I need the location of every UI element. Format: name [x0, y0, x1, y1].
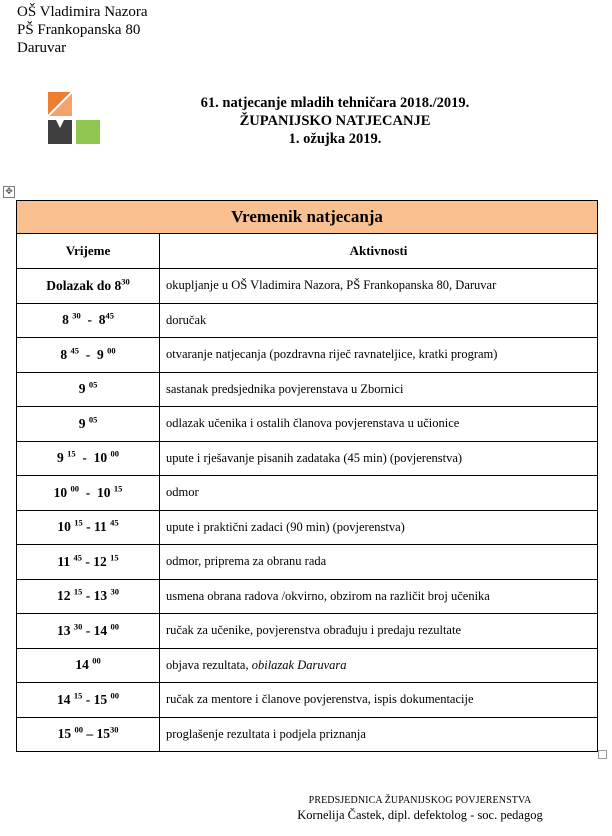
activity-cell	[160, 269, 598, 304]
time-separator: -	[75, 450, 94, 466]
activity-cell	[160, 476, 598, 511]
activity-cell	[160, 717, 598, 752]
start-hour: 11	[57, 553, 74, 569]
start-minutes: 15	[74, 517, 83, 528]
column-header-activity: Aktivnosti	[160, 234, 598, 269]
start-hour: 15	[57, 726, 75, 742]
activity-cell	[160, 407, 598, 442]
signature-name: Kornelija Častek, dipl. defektolog - soc. pedagog	[297, 808, 543, 822]
time-separator: -	[82, 519, 94, 535]
end-minutes: 00	[110, 448, 119, 459]
activity-cell	[160, 372, 598, 407]
table-row	[17, 441, 598, 476]
start-hour: 9	[57, 450, 68, 466]
table-row	[17, 648, 598, 683]
start-hour: 9	[78, 415, 89, 431]
table-move-handle-icon[interactable]: ✥	[3, 186, 15, 198]
end-hour: 12	[93, 553, 111, 569]
time-cell	[17, 441, 160, 476]
end-minutes: 00	[107, 345, 116, 356]
time-separator: -	[82, 588, 94, 604]
document-heading	[130, 94, 540, 148]
end-minutes: 15	[113, 483, 123, 494]
activity-cell	[160, 579, 598, 614]
table-row	[17, 338, 598, 373]
table-row	[17, 303, 598, 338]
time-cell	[17, 614, 160, 649]
start-minutes: 30	[73, 621, 83, 632]
start-minutes: 45	[73, 552, 82, 563]
time-cell	[17, 717, 160, 752]
competition-date: 1. ožujka 2019.	[288, 131, 382, 147]
start-minutes: 15	[67, 448, 76, 459]
start-hour: 12	[57, 588, 74, 604]
end-minutes: 00	[110, 690, 119, 701]
time-cell	[17, 476, 160, 511]
end-minutes: 30	[109, 724, 119, 735]
time-separator: -	[79, 346, 97, 362]
activity-cell	[160, 338, 598, 373]
table-title: Vremenik natjecanja	[17, 201, 598, 234]
activity-cell	[160, 441, 598, 476]
activity-text: objava rezultata,	[166, 657, 252, 672]
start-hour: 9	[78, 381, 89, 397]
table-row	[17, 269, 598, 304]
time-cell	[17, 648, 160, 683]
start-minutes: 05	[88, 414, 98, 425]
end-hour: 8	[98, 312, 106, 328]
activity-text: odmor	[166, 485, 199, 500]
activity-text: ručak za mentore i članove povjerenstva, ispis dokumentacije	[166, 692, 474, 707]
end-hour: 10	[97, 484, 114, 500]
start-minutes: 30	[121, 276, 130, 287]
time-cell	[17, 683, 160, 718]
start-hour: 8	[62, 312, 73, 328]
start-hour: 13	[57, 622, 74, 638]
activity-text: upute i praktični zadaci (90 min) (povjerenstva)	[166, 519, 405, 534]
table-row	[17, 545, 598, 580]
activity-text: proglašenje rezultata i podjela priznanja	[166, 726, 366, 741]
end-minutes: 00	[110, 621, 119, 632]
start-hour: 10	[57, 519, 75, 535]
time-cell	[17, 372, 160, 407]
column-header-time: Vrijeme	[17, 234, 160, 269]
activity-cell	[160, 683, 598, 718]
activity-cell	[160, 545, 598, 580]
start-minutes: 00	[74, 724, 83, 735]
activity-text: otvaranje natjecanja (pozdravna riječ ravnateljice, kratki program)	[166, 347, 498, 362]
end-minutes: 30	[110, 586, 119, 597]
activity-cell	[160, 648, 598, 683]
logo-icon	[48, 92, 100, 144]
table-header-row	[17, 234, 598, 269]
signature-role: PREDSJEDNICA ŽUPANIJSKOG POVJERENSTVA	[308, 795, 532, 806]
start-minutes: 30	[72, 310, 81, 321]
end-hour: 15	[93, 691, 111, 707]
time-separator: -	[79, 484, 97, 500]
end-minutes: 15	[110, 552, 119, 563]
end-hour: 10	[93, 450, 111, 466]
time-cell	[17, 303, 160, 338]
competition-level: ŽUPANIJSKO NATJECANJE	[239, 113, 431, 129]
time-cell	[17, 269, 160, 304]
signature-block	[270, 795, 570, 823]
table-row	[17, 614, 598, 649]
activity-text-italic: obilazak Daruvara	[251, 657, 347, 672]
school-branch: PŠ Frankopanska 80	[17, 22, 141, 38]
start-minutes: 00	[70, 483, 79, 494]
activity-text: odmor, priprema za obranu rada	[166, 554, 327, 569]
end-minutes: 45	[105, 310, 114, 321]
school-city: Daruvar	[17, 40, 67, 56]
school-address	[17, 3, 148, 57]
time-cell	[17, 579, 160, 614]
start-hour: 14	[75, 657, 93, 673]
time-cell	[17, 510, 160, 545]
activity-text: ručak za učenike, povjerenstva obrađuju i predaju rezultate	[166, 623, 462, 638]
table-row	[17, 683, 598, 718]
end-hour: 15	[96, 726, 110, 742]
end-hour: 9	[97, 346, 108, 362]
time-separator: -	[80, 312, 99, 328]
start-minutes: 15	[73, 586, 83, 597]
end-hour: 13	[93, 588, 111, 604]
end-hour: 14	[93, 622, 111, 638]
activity-text: odlazak učenika i ostalih članova povjerenstava u učionice	[166, 416, 460, 431]
activity-cell	[160, 303, 598, 338]
start-hour: Dolazak do 8	[46, 277, 122, 293]
time-cell	[17, 407, 160, 442]
table-title-row	[17, 201, 598, 234]
start-minutes: 15	[73, 690, 83, 701]
start-hour: 14	[57, 691, 74, 707]
table-row	[17, 717, 598, 752]
start-minutes: 45	[70, 345, 79, 356]
end-minutes: 45	[110, 517, 119, 528]
schedule-table	[16, 200, 598, 752]
table-row	[17, 407, 598, 442]
activity-cell	[160, 510, 598, 545]
time-separator: -	[82, 553, 94, 569]
end-hour: 11	[93, 519, 111, 535]
start-minutes: 00	[92, 655, 101, 666]
table-row	[17, 510, 598, 545]
table-resize-handle[interactable]	[598, 750, 607, 759]
activity-text: upute i rješavanje pisanih zadataka (45 min) (povjerenstva)	[166, 450, 463, 465]
time-cell	[17, 545, 160, 580]
activity-text: sastanak predsjednika povjerenstava u Zbornici	[166, 381, 404, 396]
table-row	[17, 476, 598, 511]
table-row	[17, 579, 598, 614]
time-separator: -	[82, 691, 94, 707]
time-separator: -	[82, 622, 94, 638]
school-name: OŠ Vladimira Nazora	[17, 4, 148, 20]
activity-cell	[160, 614, 598, 649]
activity-text: usmena obrana radova /okvirno, obzirom na različit broj učenika	[166, 588, 490, 603]
start-minutes: 05	[88, 379, 98, 390]
activity-text: okupljanje u OŠ Vladimira Nazora, PŠ Frankopanska 80, Daruvar	[166, 278, 497, 293]
start-hour: 10	[53, 484, 71, 500]
competition-title: 61. natjecanje mladih tehničara 2018./2019.	[200, 95, 470, 111]
activity-text: doručak	[166, 312, 207, 327]
table-row	[17, 372, 598, 407]
start-hour: 8	[60, 346, 71, 362]
time-separator: –	[82, 726, 97, 742]
time-cell	[17, 338, 160, 373]
